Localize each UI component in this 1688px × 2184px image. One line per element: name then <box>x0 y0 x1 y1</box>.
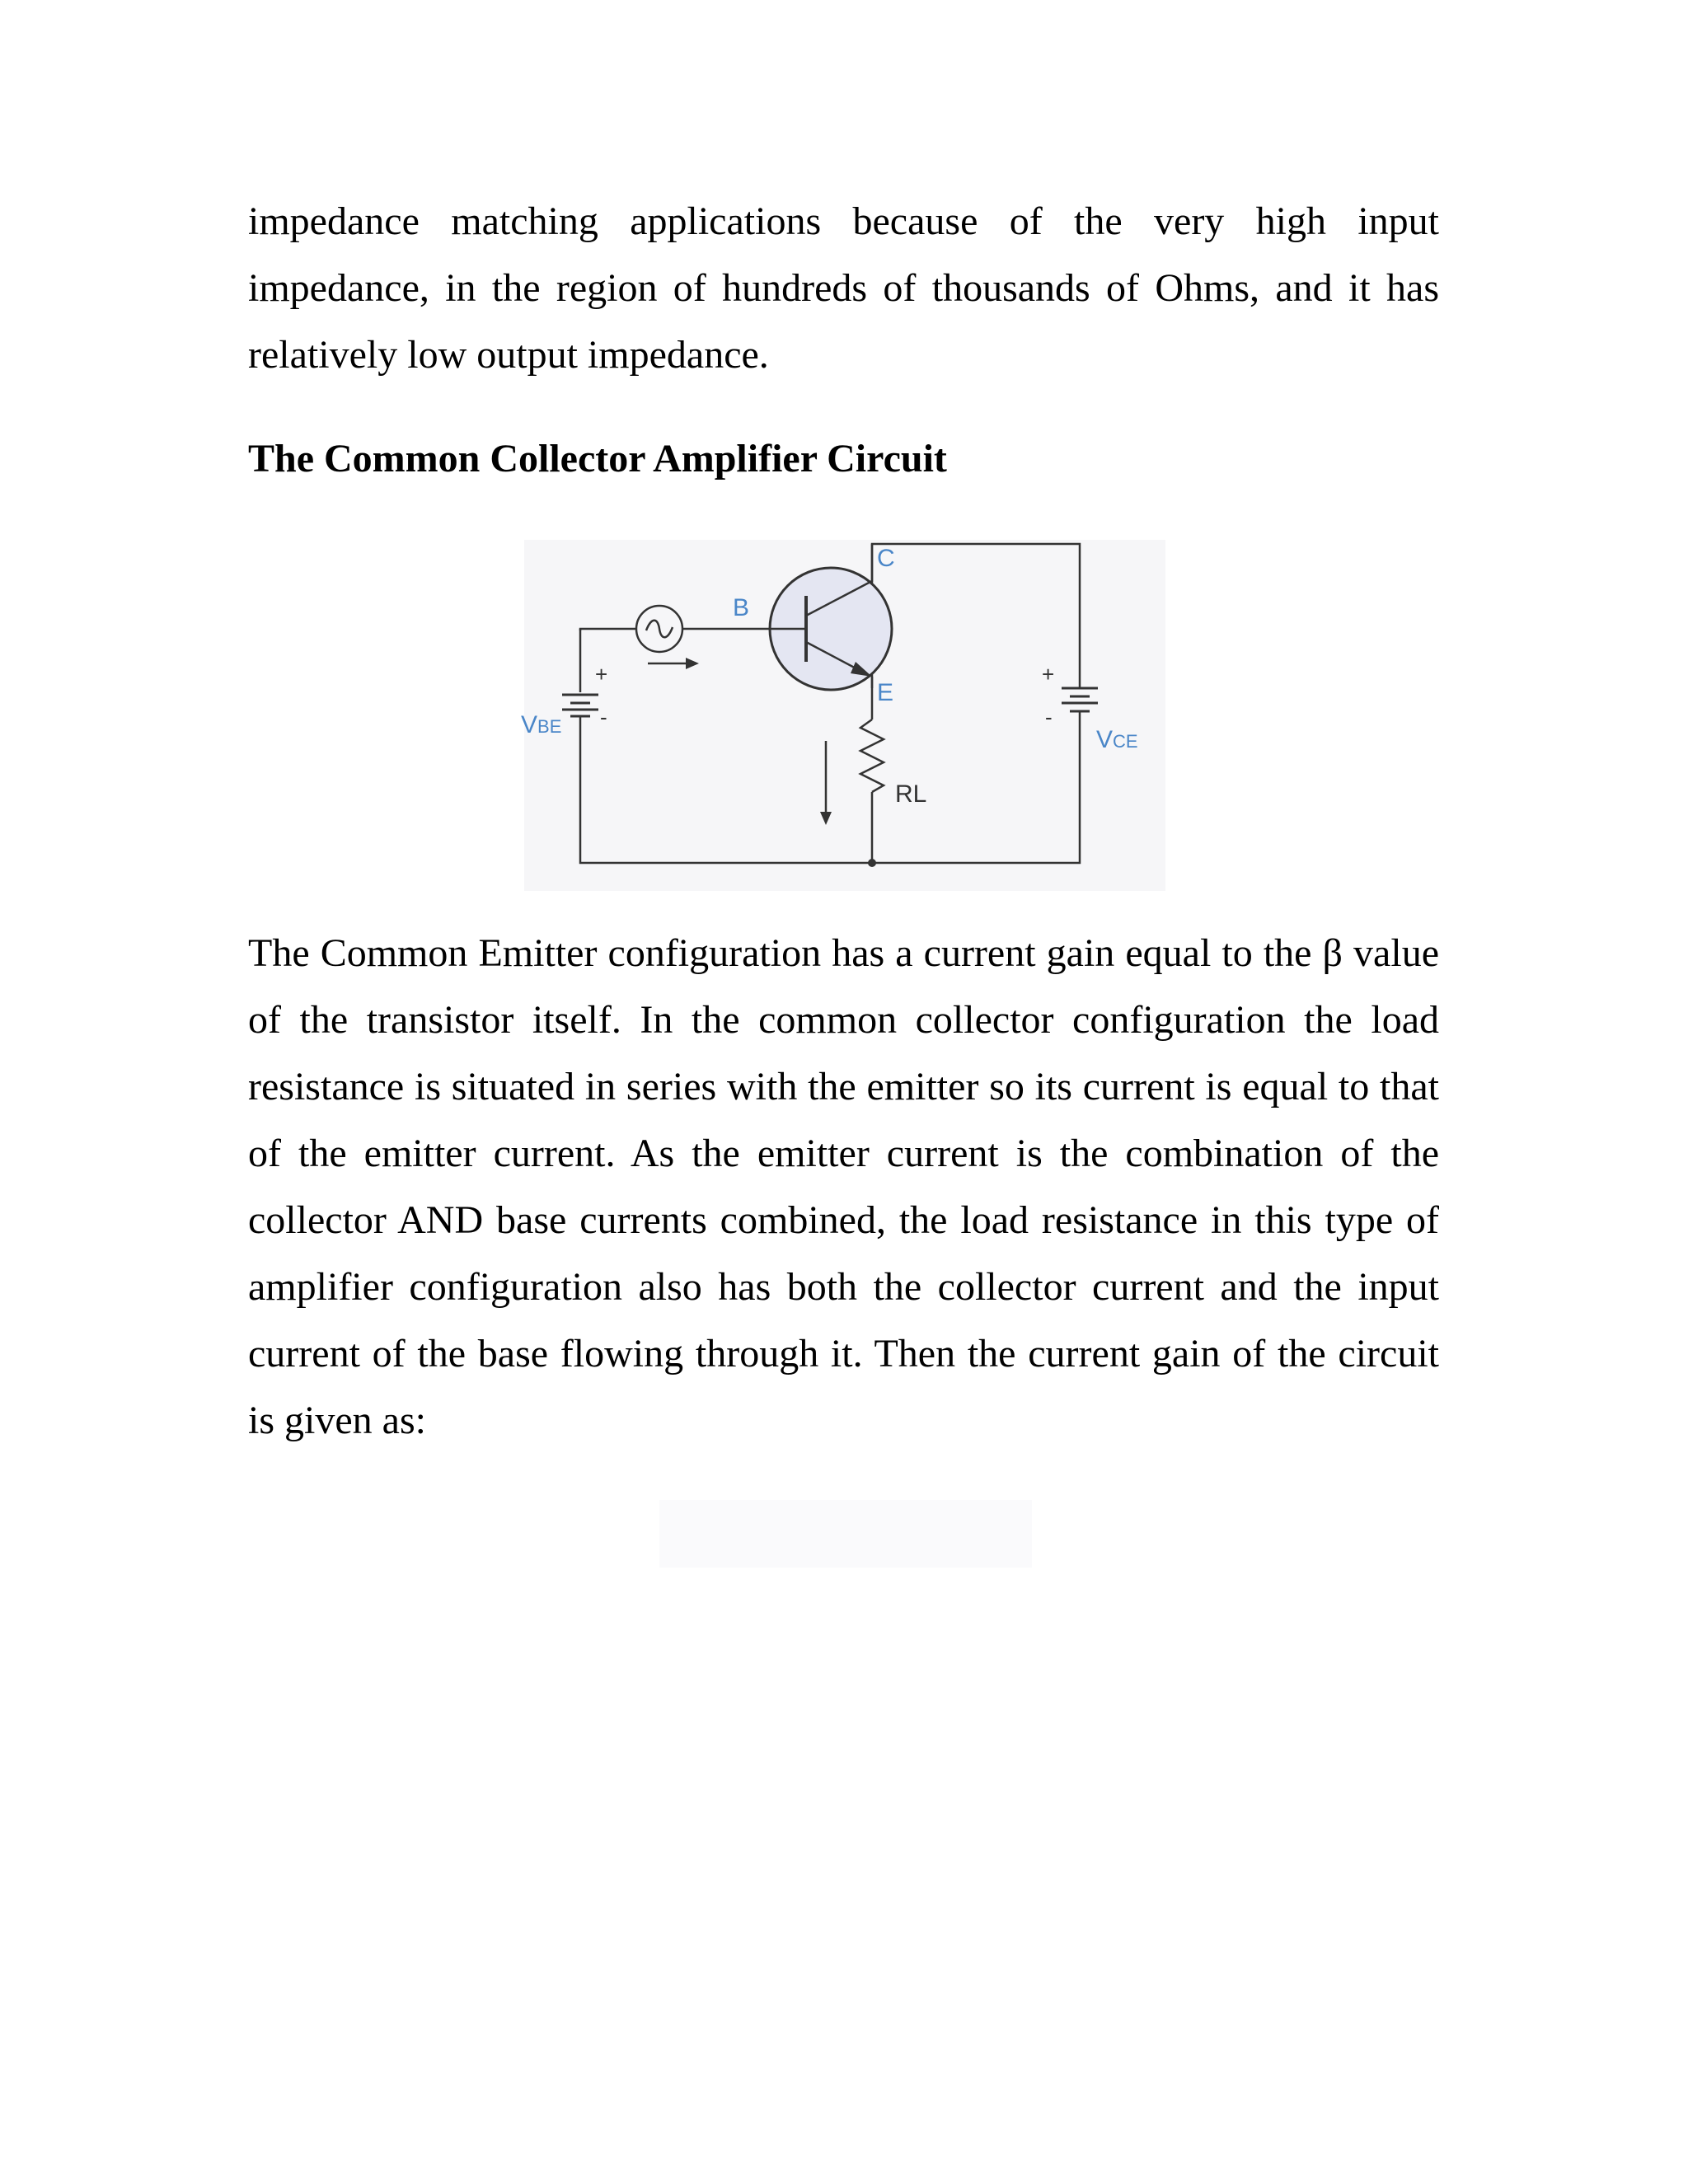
formula-image-placeholder <box>659 1500 1032 1568</box>
common-collector-circuit-diagram <box>521 540 1165 891</box>
section-heading: The Common Collector Amplifier Circuit <box>248 437 947 480</box>
vbe-label: VBE <box>521 711 562 738</box>
collector-label: C <box>877 545 895 572</box>
body-paragraph: The Common Emitter configuration has a current gain equal to the β value of the transistor itself. In the common collector configuration the load resistance is situated in series with the emitter so its current is equal to that of the emitter current. As the emitter current is the combination of the collector AND base currents combined, the load resistance in this type of amplifier configuration also has both the collector current and the input current of the base flowing through it. Then the current gain of the circuit is given as: <box>248 931 1439 1442</box>
intro-paragraph: impedance matching applications because of the very high input impedance, in the region of hundreds of thousands of Ohms, and it has relatively low output impedance. <box>248 199 1439 377</box>
circuit-svg <box>521 540 1165 891</box>
emitter-label: E <box>877 679 894 706</box>
vbe-minus-sign: - <box>600 705 607 729</box>
vbe-plus-sign: + <box>595 662 608 687</box>
base-label: B <box>733 594 750 621</box>
vce-plus-sign: + <box>1042 662 1055 687</box>
vce-minus-sign: - <box>1045 705 1053 729</box>
load-resistor-label: RL <box>895 780 927 808</box>
vce-label: VCE <box>1096 726 1138 753</box>
ac-signal-source <box>636 606 682 652</box>
ground-junction-dot <box>868 859 876 867</box>
